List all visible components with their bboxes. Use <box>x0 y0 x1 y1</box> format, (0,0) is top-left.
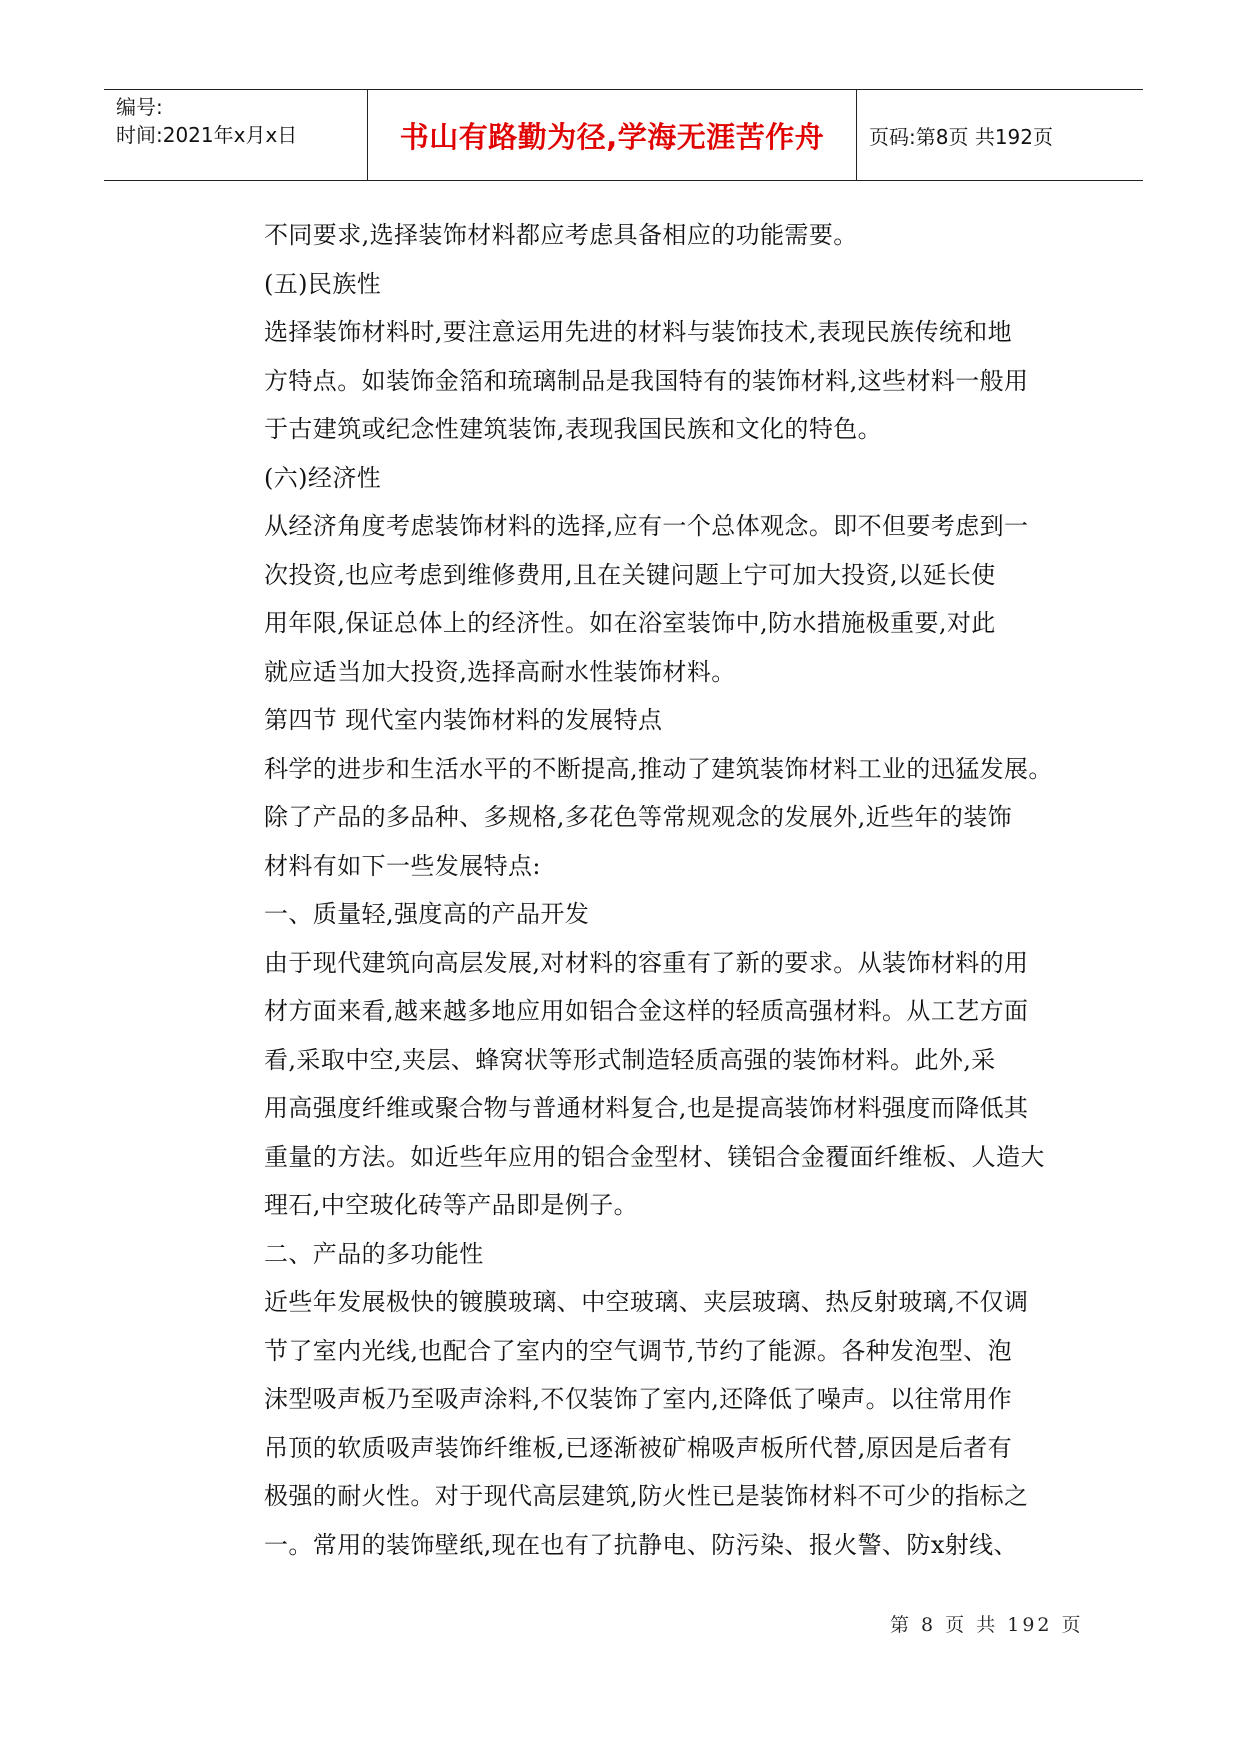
serial-label: 编号: <box>116 95 163 119</box>
section-heading: 二、产品的多功能性 <box>264 1239 484 1268</box>
section-heading: (六)经济性 <box>264 463 382 492</box>
text-line: 从经济角度考虑装饰材料的选择,应有一个总体观念。即不但要考虑到一 <box>264 512 1029 540</box>
text-line: 材方面来看,越来越多地应用如铝合金这样的轻质高强材料。从工艺方面 <box>264 997 1029 1025</box>
body-text <box>264 211 1064 1569</box>
text-line: 材料有如下一些发展特点: <box>264 851 541 880</box>
section-heading: 一、质量轻,强度高的产品开发 <box>264 900 590 928</box>
text-line: 一。常用的装饰壁纸,现在也有了抗静电、防污染、报火警、防x射线、 <box>264 1530 1018 1559</box>
motto: 书山有路勤为径,学海无涯苦作舟 <box>399 119 825 154</box>
page-header <box>104 89 1143 181</box>
header-page-info-cell <box>857 90 1143 180</box>
section-heading: 第四节 现代室内装饰材料的发展特点 <box>264 706 663 734</box>
text-line: 重量的方法。如近些年应用的铝合金型材、镁铝合金覆面纤维板、人造大 <box>264 1142 1045 1171</box>
text-line: 科学的进步和生活水平的不断提高,推动了建筑装饰材料工业的迅猛发展。 <box>264 754 1053 783</box>
text-line: 吊顶的软质吸声装饰纤维板,已逐渐被矿棉吸声板所代替,原因是后者有 <box>264 1433 1013 1462</box>
text-line: 除了产品的多品种、多规格,多花色等常规观念的发展外,近些年的装饰 <box>264 803 1013 831</box>
header-motto-cell <box>368 90 857 180</box>
text-line: 看,采取中空,夹层、蜂窝状等形式制造轻质高强的装饰材料。此外,采 <box>264 1045 996 1074</box>
text-line: 就应适当加大投资,选择高耐水性装饰材料。 <box>264 657 736 686</box>
text-line: 节了室内光线,也配合了室内的空气调节,节约了能源。各种发泡型、泡 <box>264 1336 1013 1365</box>
section-heading: (五)民族性 <box>264 269 382 298</box>
time-label: 时间:2021年x月x日 <box>116 123 298 147</box>
text-line: 极强的耐火性。对于现代高层建筑,防火性已是装饰材料不可少的指标之 <box>264 1482 1029 1510</box>
text-line: 用年限,保证总体上的经济性。如在浴室装饰中,防水措施极重要,对此 <box>264 609 996 637</box>
text-line: 由于现代建筑向高层发展,对材料的容重有了新的要求。从装饰材料的用 <box>264 948 1029 977</box>
page-info: 页码:第8页 共192页 <box>869 124 1053 149</box>
text-line: 选择装饰材料时,要注意运用先进的材料与装饰技术,表现民族传统和地 <box>264 318 1013 346</box>
text-line: 不同要求,选择装饰材料都应考虑具备相应的功能需要。 <box>264 221 858 249</box>
text-line: 次投资,也应考虑到维修费用,且在关键问题上宁可加大投资,以延长使 <box>264 560 996 589</box>
text-line: 近些年发展极快的镀膜玻璃、中空玻璃、夹层玻璃、热反射玻璃,不仅调 <box>264 1288 1029 1316</box>
page-footer: 第 8 页 共 192 页 <box>890 1614 1084 1636</box>
text-line: 方特点。如装饰金箔和琉璃制品是我国特有的装饰材料,这些材料一般用 <box>264 366 1029 395</box>
text-line: 沫型吸声板乃至吸声涂料,不仅装饰了室内,还降低了噪声。以往常用作 <box>264 1385 1013 1413</box>
text-line: 于古建筑或纪念性建筑装饰,表现我国民族和文化的特色。 <box>264 415 883 443</box>
text-line: 用高强度纤维或聚合物与普通材料复合,也是提高装饰材料强度而降低其 <box>264 1094 1029 1122</box>
header-meta <box>104 90 368 180</box>
text-line: 理石,中空玻化砖等产品即是例子。 <box>264 1191 639 1219</box>
